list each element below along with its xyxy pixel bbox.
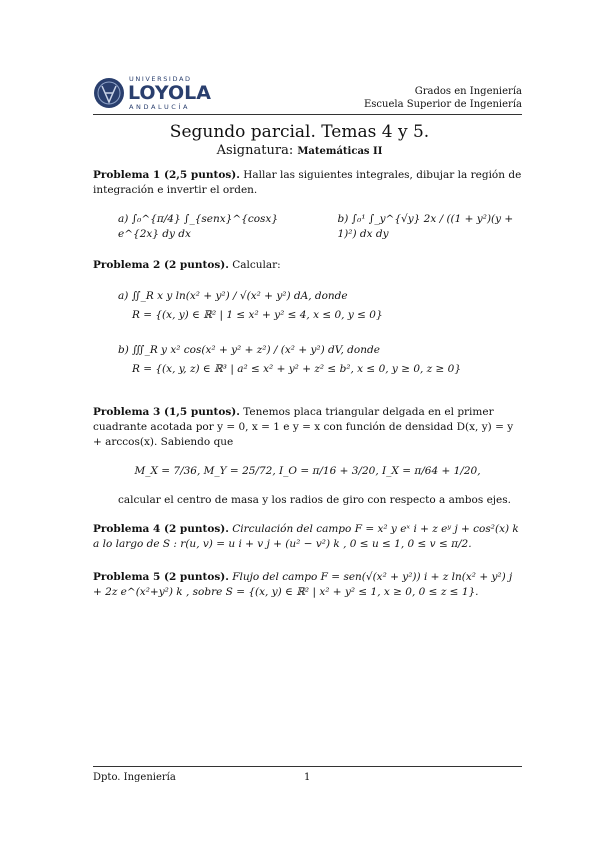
- problem-5-text: Flujo del campo F = sen(√(x² + y²)) i + z ln(x² + y²) j + 2z e^(x²+y²) k , sobre S = {(x, y) ∈ ℝ² | x² + y² ≤ 1, x ≥ 0, 0 ≤ z ≤ 1}.: [93, 571, 513, 598]
- subtitle-value: Matemáticas II: [297, 146, 383, 157]
- problem-1-text: Hallar las siguientes integrales, dibujar la región de integración e invertir el orden.: [93, 169, 522, 196]
- problem-1-b: b) ∫₀¹ ∫_y^{√y} 2x / ((1 + y²)(y + 1)²) dx dy: [337, 213, 514, 240]
- university-logo: [93, 72, 213, 114]
- header-divider: [93, 114, 522, 115]
- subtitle-label: Asignatura:: [216, 143, 294, 158]
- footer-department: Dpto. Ingeniería: [93, 772, 176, 783]
- problem-4-text: Circulación del campo F = x² y eˣ i + z eʸ j + cos²(x) k a lo largo de S : r(u, v) = u i + v j + (u² − v²) k , 0 ≤ u ≤ 1, 0 ≤ v ≤ π/2.: [93, 523, 519, 550]
- problem-2-b-region: R = {(x, y, z) ∈ ℝ³ | a² ≤ x² + y² + z² ≤ b², x ≤ 0, y ≥ 0, z ≥ 0}: [132, 363, 462, 375]
- problem-2: [93, 258, 522, 377]
- problem-2-a-region: R = {(x, y) ∈ ℝ² | 1 ≤ x² + y² ≤ 4, x ≤ 0, y ≤ 0}: [132, 309, 383, 321]
- footer-divider: [93, 766, 522, 767]
- problem-1-label: Problema 1 (2,5 puntos).: [93, 169, 240, 181]
- problem-2-text: Calcular:: [232, 259, 281, 271]
- exam-subtitle: [0, 143, 599, 158]
- problem-2-b: b) ∭_R y x² cos(x² + y² + z²) / (x² + y²) dV, donde: [118, 344, 380, 356]
- problem-3-moments: M_X = 7/36, M_Y = 25/72, I_O = π/16 + 3/20, I_X = π/64 + 1/20,: [134, 465, 481, 477]
- problem-3: [93, 405, 522, 508]
- header-info: [364, 85, 522, 111]
- header-line-1: Grados en Ingeniería: [414, 86, 522, 97]
- problem-3-ask: calcular el centro de masa y los radios de giro con respecto a ambos ejes.: [118, 494, 511, 506]
- logo-top-text: UNIVERSIDAD: [129, 75, 192, 83]
- problem-5: [93, 570, 522, 600]
- problem-2-a: a) ∬_R x y ln(x² + y²) / √(x² + y²) dA, donde: [118, 290, 348, 302]
- problem-4-label: Problema 4 (2 puntos).: [93, 523, 229, 535]
- problem-4: [93, 522, 522, 552]
- problem-3-text: Tenemos placa triangular delgada en el primer cuadrante acotada por y = 0, x = 1 e y = x con función de densidad D(x, y) = y + arccos(x). Sabiendo que: [93, 406, 514, 448]
- problem-3-label: Problema 3 (1,5 puntos).: [93, 406, 240, 418]
- header-line-2: Escuela Superior de Ingeniería: [363, 99, 522, 110]
- problem-2-label: Problema 2 (2 puntos).: [93, 259, 229, 271]
- exam-title: Segundo parcial. Temas 4 y 5.: [169, 122, 430, 142]
- logo-bottom-text: ANDALUCÍA: [129, 103, 191, 111]
- page-number: 1: [304, 772, 311, 783]
- logo-main-text: LOYOLA: [128, 82, 211, 104]
- problem-1: [93, 168, 522, 242]
- problem-5-label: Problema 5 (2 puntos).: [93, 571, 229, 583]
- problem-1-a: a) ∫₀^{π/4} ∫_{senx}^{cosx} e^{2x} dy dx: [118, 213, 279, 240]
